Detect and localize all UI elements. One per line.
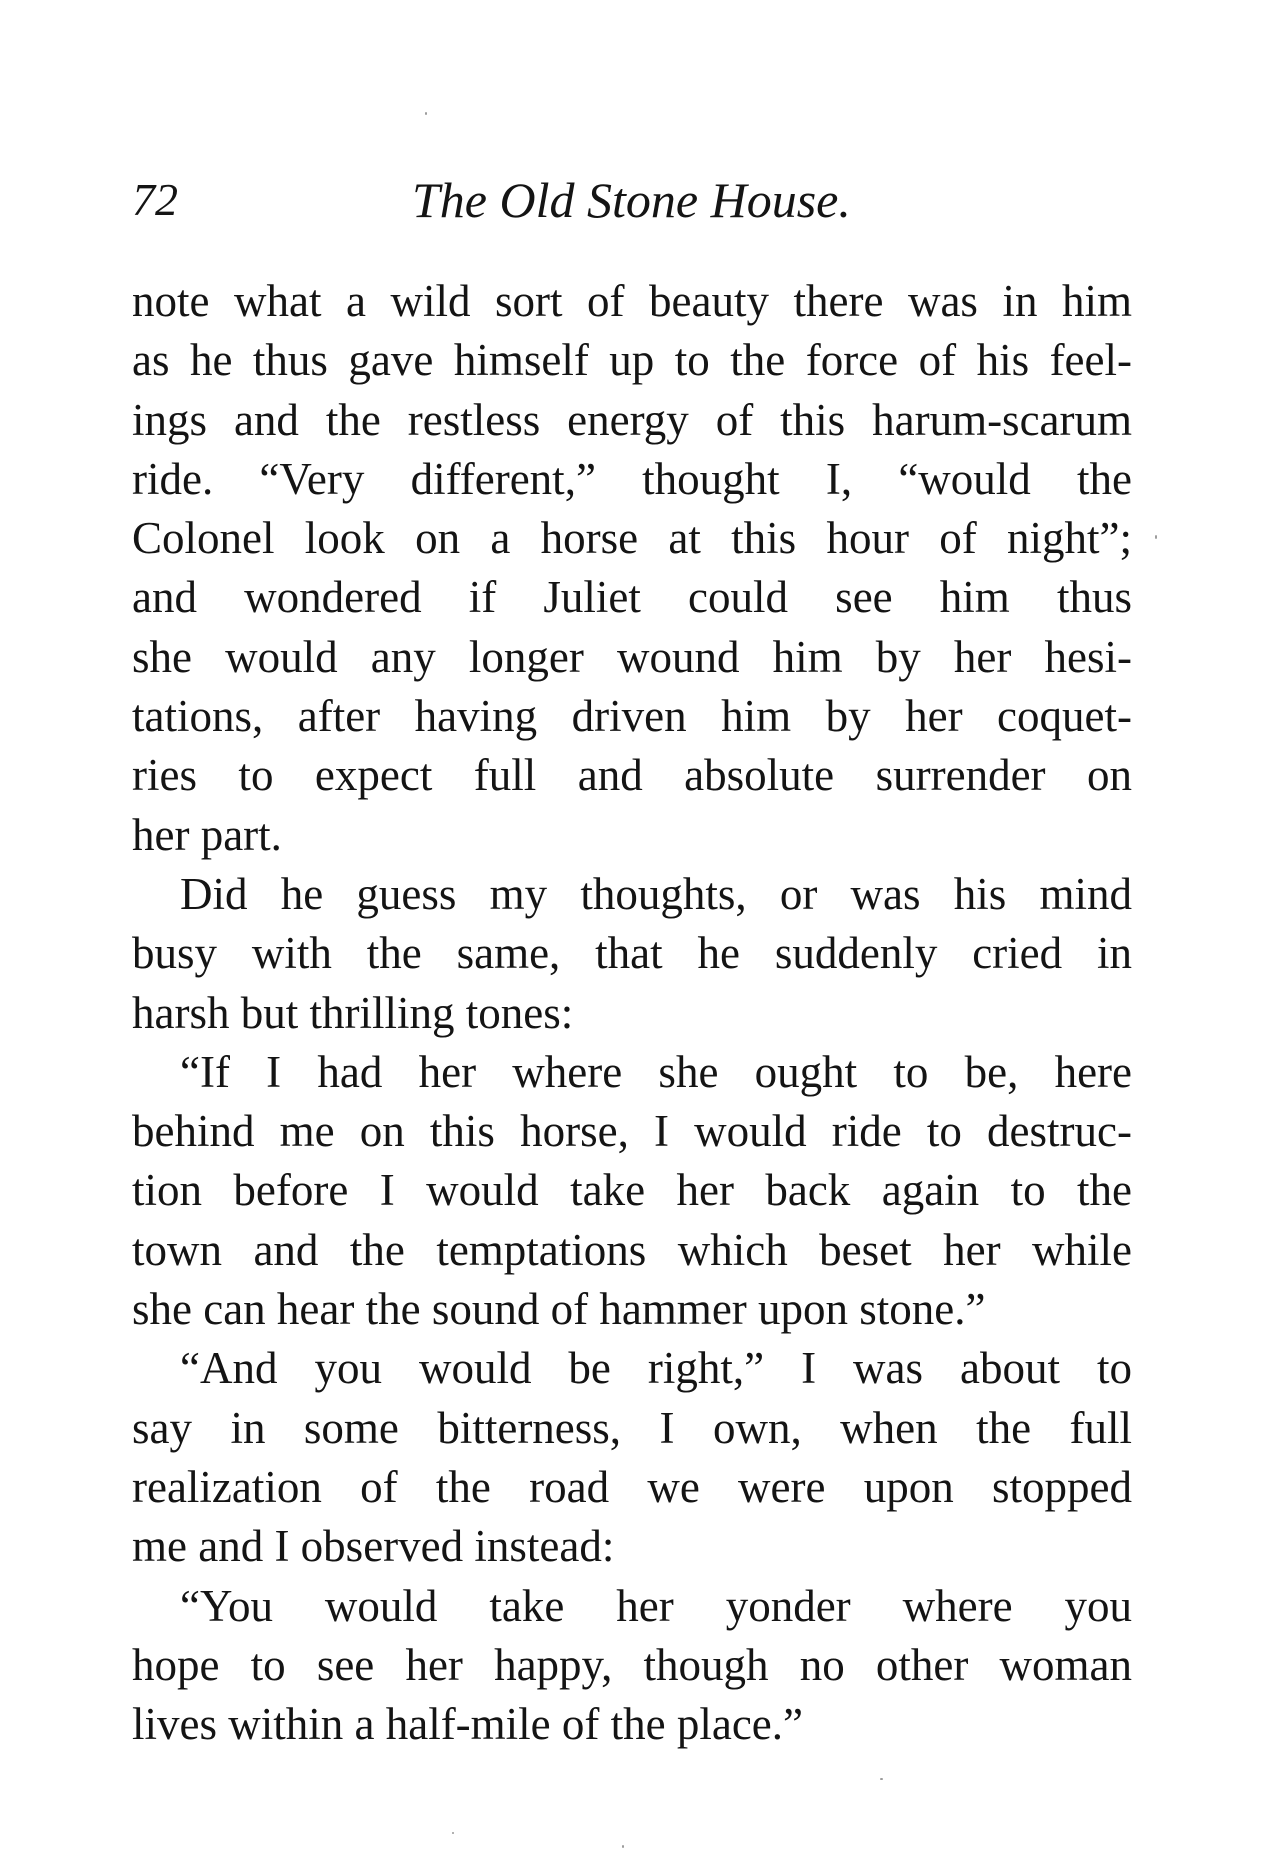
text-line: ries to expect full and absolute surrender on [132,750,1132,801]
running-head [132,170,1132,230]
text-line: Did he guess my thoughts, or was his mind [180,868,1132,919]
text-line: her part. [132,809,282,860]
text-line: say in some bitterness, I own, when the full [132,1402,1132,1453]
scan-speck [622,1845,624,1848]
text-line: and wondered if Juliet could see him thus [132,572,1132,623]
text-line: tion before I would take her back again to the [132,1165,1132,1216]
scan-speck [1155,535,1157,539]
scan-speck [880,1778,883,1780]
text-line: “You would take her yonder where you [180,1580,1132,1631]
text-line: ride. “Very different,” thought I, “would the [132,453,1132,504]
text-line: she can hear the sound of hammer upon stone.” [132,1284,986,1335]
text-line: “If I had her where she ought to be, here [180,1046,1132,1097]
text-line: busy with the same, that he suddenly cried in [132,928,1132,979]
text-line: as he thus gave himself up to the force of his feel- [132,335,1132,386]
text-line: me and I observed instead: [132,1521,615,1572]
text-line: town and the temptations which beset her while [132,1224,1132,1275]
text-line: tations, after having driven him by her coquet- [132,691,1132,742]
text-line: Colonel look on a horse at this hour of night”; [132,513,1132,564]
text-line: she would any longer wound him by her hesi- [132,631,1132,682]
scan-speck [452,1832,454,1834]
text-line: hope to see her happy, though no other woman [132,1639,1132,1690]
text-line: realization of the road we were upon stopped [132,1461,1132,1512]
text-line: ings and the restless energy of this harum-scarum [132,394,1132,445]
scan-speck [425,112,427,115]
text-line: behind me on this horse, I would ride to destruc- [132,1106,1132,1157]
running-title: The Old Stone House. [412,172,851,228]
text-line: “And you would be right,” I was about to [180,1343,1132,1394]
text-line: lives within a half-mile of the place.” [132,1699,804,1750]
page-number: 72 [132,174,178,225]
body-text [132,272,1132,1754]
text-line: harsh but thrilling tones: [132,987,574,1038]
text-line: note what a wild sort of beauty there was in him [132,276,1132,326]
